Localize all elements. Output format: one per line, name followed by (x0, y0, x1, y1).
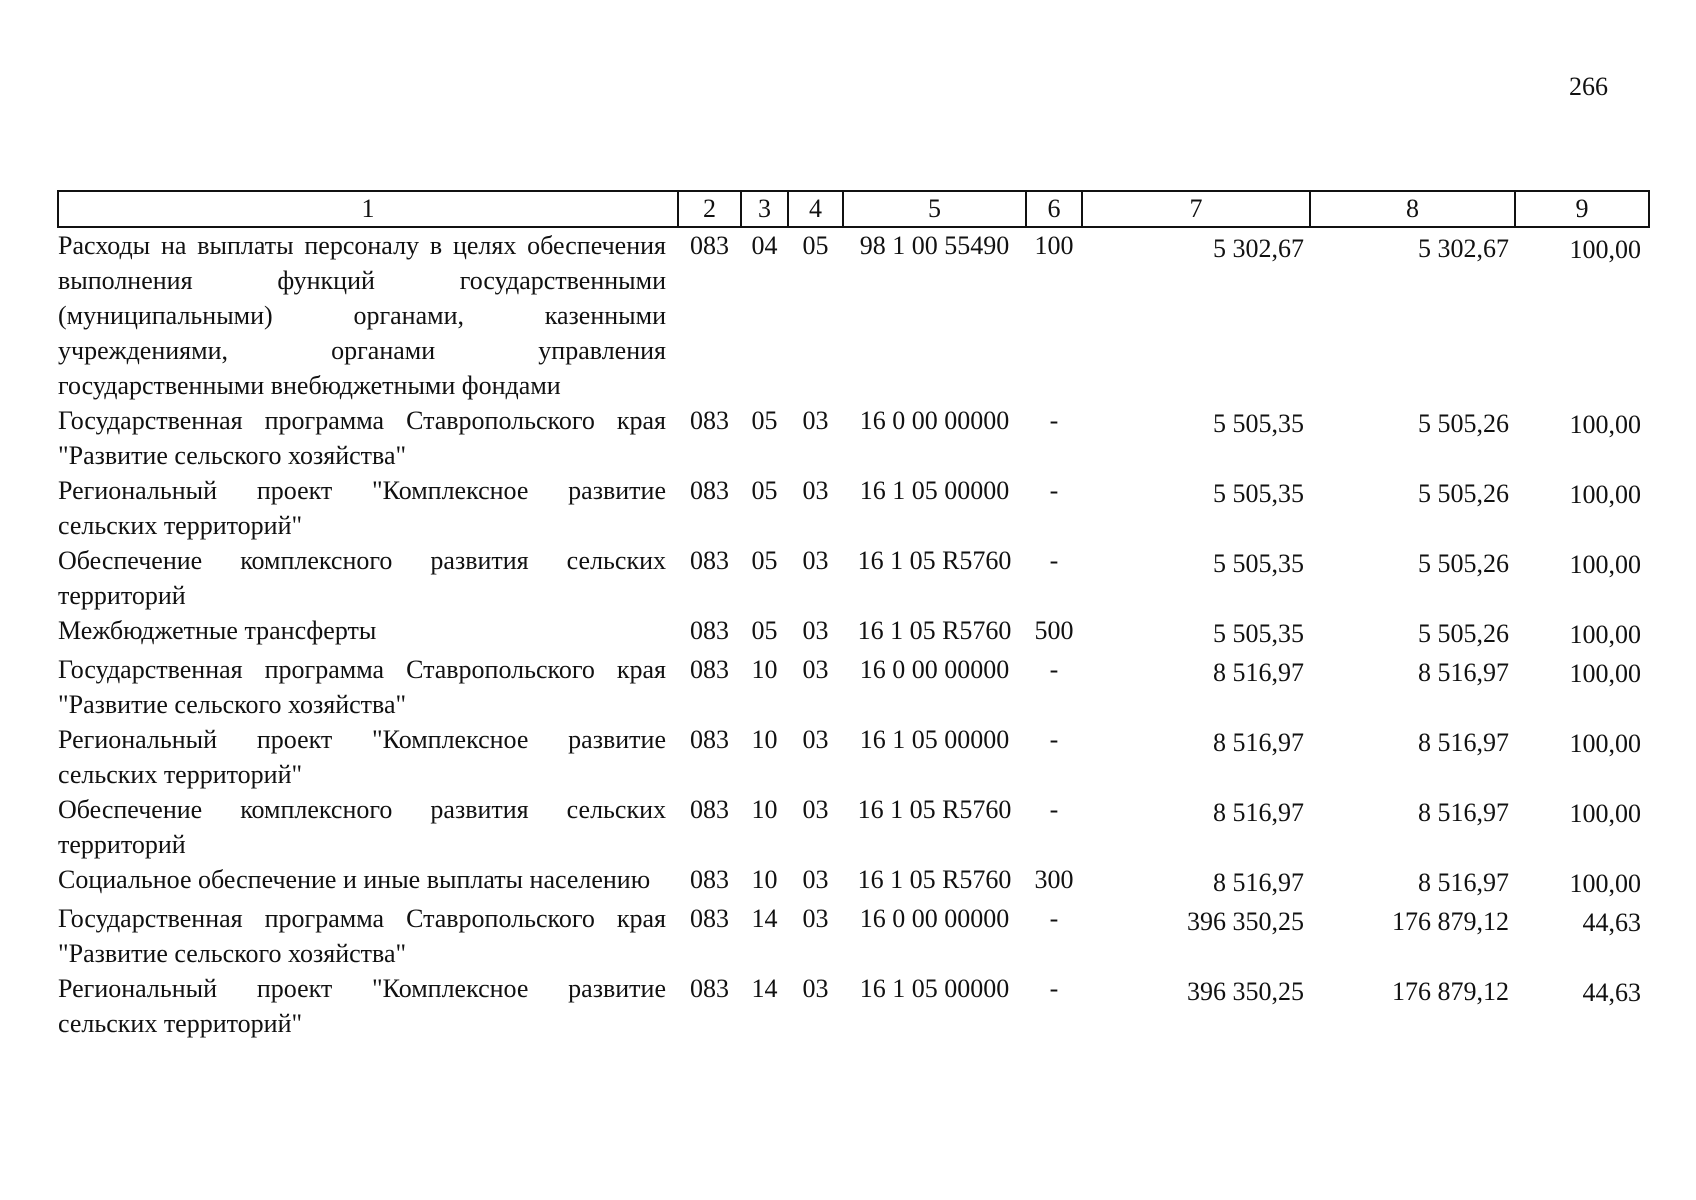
table-header-row (58, 191, 1649, 227)
row-ved: 083 (690, 616, 729, 645)
row-pr: 05 (802, 231, 829, 260)
row-vr: 300 (1034, 865, 1074, 894)
row-pr: 03 (802, 904, 829, 933)
row-name: Обеспечение комплексного развития сельских территорий (58, 795, 666, 859)
row-csr: 16 0 00 00000 (859, 904, 1010, 933)
row-plan: 8 516,97 (1213, 728, 1304, 757)
row-pr: 03 (802, 725, 829, 754)
row-rz: 05 (751, 616, 778, 645)
row-name: Обеспечение комплексного развития сельских территорий (58, 546, 666, 610)
row-fact: 8 516,97 (1418, 658, 1509, 687)
table-row (58, 862, 1649, 901)
row-percent: 100,00 (1569, 620, 1641, 649)
row-fact: 176 879,12 (1392, 977, 1509, 1006)
page-number: 266 (1569, 72, 1608, 101)
row-plan: 396 350,25 (1187, 907, 1304, 936)
header-col-4: 4 (788, 191, 843, 227)
row-csr: 16 1 05 R5760 (857, 616, 1012, 645)
row-csr: 16 1 05 R5760 (857, 546, 1012, 575)
row-pr: 03 (802, 476, 829, 505)
row-percent: 100,00 (1569, 869, 1641, 898)
row-fact: 176 879,12 (1392, 907, 1509, 936)
row-vr: 100 (1034, 231, 1074, 260)
row-csr: 16 1 05 00000 (859, 476, 1010, 505)
row-fact: 5 505,26 (1418, 619, 1509, 648)
row-name: Расходы на выплаты персоналу в целях обеспечения выполнения функций государственными (муниципальными) органами, казенными учреждениями, органами управления государственными внебюджетными фондами (58, 231, 666, 400)
row-ved: 083 (690, 655, 729, 684)
table-row (58, 792, 1649, 862)
row-csr: 16 0 00 00000 (859, 655, 1010, 684)
header-col-9: 9 (1515, 191, 1649, 227)
row-pr: 03 (802, 795, 829, 824)
table-row (58, 473, 1649, 543)
row-vr: - (1049, 795, 1059, 824)
row-plan: 5 505,35 (1213, 479, 1304, 508)
row-fact: 8 516,97 (1418, 728, 1509, 757)
row-csr: 16 1 05 R5760 (857, 865, 1012, 894)
row-percent: 100,00 (1569, 659, 1641, 688)
row-fact: 5 505,26 (1418, 409, 1509, 438)
row-fact: 8 516,97 (1418, 868, 1509, 897)
row-csr: 16 1 05 00000 (859, 974, 1010, 1003)
row-ved: 083 (690, 231, 729, 260)
row-rz: 05 (751, 476, 778, 505)
row-name: Государственная программа Ставропольского края "Развитие сельского хозяйства" (58, 406, 666, 470)
table-row (58, 227, 1649, 403)
row-name: Межбюджетные трансферты (58, 616, 377, 645)
row-percent: 44,63 (1582, 978, 1641, 1007)
row-rz: 14 (751, 904, 778, 933)
table-row (58, 652, 1649, 722)
row-csr: 16 1 05 R5760 (857, 795, 1012, 824)
row-vr: - (1049, 725, 1059, 754)
row-pr: 03 (802, 655, 829, 684)
row-name: Региональный проект "Комплексное развитие сельских территорий" (58, 725, 666, 789)
row-plan: 5 505,35 (1213, 619, 1304, 648)
table-row (58, 971, 1649, 1041)
row-name: Государственная программа Ставропольского края "Развитие сельского хозяйства" (58, 904, 666, 968)
table-row (58, 403, 1649, 473)
row-csr: 16 1 05 00000 (859, 725, 1010, 754)
row-vr: - (1049, 904, 1059, 933)
row-percent: 44,63 (1582, 908, 1641, 937)
row-rz: 10 (751, 655, 778, 684)
row-ved: 083 (690, 904, 729, 933)
row-ved: 083 (690, 406, 729, 435)
row-fact: 5 505,26 (1418, 549, 1509, 578)
header-col-2: 2 (678, 191, 741, 227)
row-rz: 10 (751, 865, 778, 894)
row-ved: 083 (690, 974, 729, 1003)
row-fact: 5 505,26 (1418, 479, 1509, 508)
row-vr: - (1049, 974, 1059, 1003)
row-plan: 5 505,35 (1213, 409, 1304, 438)
budget-table (57, 190, 1650, 1041)
row-vr: - (1049, 406, 1059, 435)
row-ved: 083 (690, 476, 729, 505)
row-percent: 100,00 (1569, 480, 1641, 509)
row-percent: 100,00 (1569, 799, 1641, 828)
header-col-8: 8 (1310, 191, 1515, 227)
row-fact: 8 516,97 (1418, 798, 1509, 827)
row-plan: 8 516,97 (1213, 868, 1304, 897)
row-rz: 14 (751, 974, 778, 1003)
header-col-3: 3 (741, 191, 788, 227)
row-ved: 083 (690, 546, 729, 575)
row-name: Социальное обеспечение и иные выплаты населению (58, 865, 651, 894)
row-percent: 100,00 (1569, 410, 1641, 439)
table-row (58, 613, 1649, 652)
row-rz: 05 (751, 406, 778, 435)
row-name: Региональный проект "Комплексное развитие сельских территорий" (58, 974, 666, 1038)
row-fact: 5 302,67 (1418, 234, 1509, 263)
row-rz: 04 (751, 231, 778, 260)
table-row (58, 901, 1649, 971)
row-rz: 10 (751, 725, 778, 754)
row-name: Региональный проект "Комплексное развитие сельских территорий" (58, 476, 666, 540)
table-row (58, 543, 1649, 613)
row-plan: 8 516,97 (1213, 798, 1304, 827)
row-vr: - (1049, 546, 1059, 575)
row-pr: 03 (802, 616, 829, 645)
table-body (58, 227, 1649, 1041)
header-col-1: 1 (58, 191, 678, 227)
row-vr: - (1049, 476, 1059, 505)
row-percent: 100,00 (1569, 550, 1641, 579)
row-pr: 03 (802, 546, 829, 575)
row-rz: 10 (751, 795, 778, 824)
row-plan: 396 350,25 (1187, 977, 1304, 1006)
row-csr: 98 1 00 55490 (859, 231, 1010, 260)
row-csr: 16 0 00 00000 (859, 406, 1010, 435)
row-percent: 100,00 (1569, 235, 1641, 264)
row-rz: 05 (751, 546, 778, 575)
row-plan: 8 516,97 (1213, 658, 1304, 687)
row-plan: 5 505,35 (1213, 549, 1304, 578)
row-vr: 500 (1034, 616, 1074, 645)
header-col-6: 6 (1026, 191, 1082, 227)
table-row (58, 722, 1649, 792)
row-pr: 03 (802, 865, 829, 894)
header-col-5: 5 (843, 191, 1026, 227)
row-percent: 100,00 (1569, 729, 1641, 758)
row-vr: - (1049, 655, 1059, 684)
row-name: Государственная программа Ставропольского края "Развитие сельского хозяйства" (58, 655, 666, 719)
row-ved: 083 (690, 795, 729, 824)
row-pr: 03 (802, 974, 829, 1003)
row-ved: 083 (690, 865, 729, 894)
row-ved: 083 (690, 725, 729, 754)
header-col-7: 7 (1082, 191, 1310, 227)
row-plan: 5 302,67 (1213, 234, 1304, 263)
row-pr: 03 (802, 406, 829, 435)
